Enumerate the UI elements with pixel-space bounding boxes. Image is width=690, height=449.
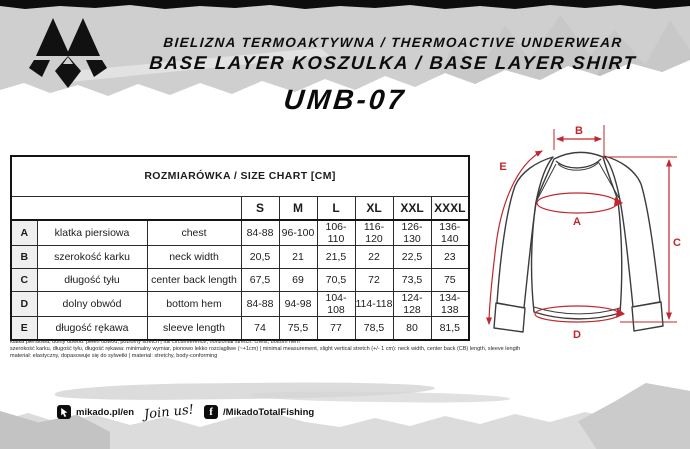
size-col-s: S (241, 196, 279, 220)
measure-label-b: B (575, 125, 583, 137)
facebook-icon: f (204, 405, 218, 419)
row-label-pl: długość rękawa (37, 317, 147, 340)
size-col-xxl: XXL (393, 196, 431, 220)
website-link[interactable] (57, 405, 134, 419)
cell-b-m: 21 (279, 246, 317, 269)
size-col-l: L (317, 196, 355, 220)
table-row-b (11, 246, 469, 269)
cell-e-xl: 78,5 (355, 317, 393, 340)
shirt-right-cuff (632, 302, 663, 331)
measure-label-a: A (573, 216, 581, 228)
website-label: mikado.pl/en (76, 406, 135, 418)
header-title-block (112, 35, 674, 74)
header-title-line2: BASE LAYER KOSZULKA / BASE LAYER SHIRT (148, 52, 638, 73)
shirt-body (532, 152, 622, 319)
cell-d-xxxl: 134-138 (431, 292, 469, 317)
size-chart-table (10, 155, 470, 341)
cell-b-s: 20,5 (241, 246, 279, 269)
footer (57, 403, 314, 421)
cell-e-xxxl: 81,5 (431, 317, 469, 340)
row-label-pl: klatka piersiowa (37, 220, 147, 246)
row-label-pl: szerokość karku (37, 246, 147, 269)
cell-c-s: 67,5 (241, 269, 279, 292)
facebook-label: /MikadoTotalFishing (223, 406, 315, 418)
size-col-m: M (279, 196, 317, 220)
cell-d-xxl: 124-128 (393, 292, 431, 317)
cell-a-xxl: 126-130 (393, 220, 431, 246)
chart-title-row (11, 156, 469, 196)
table-row-e (11, 317, 469, 340)
cell-d-s: 84-88 (241, 292, 279, 317)
size-col-xl: XL (355, 196, 393, 220)
cell-a-xxxl: 136-140 (431, 220, 469, 246)
cell-c-xxl: 73,5 (393, 269, 431, 292)
row-label-en: sleeve length (147, 317, 241, 340)
size-chart-corner-cell (11, 196, 241, 220)
cell-a-m: 96-100 (279, 220, 317, 246)
join-us-text[interactable]: Join us! (143, 401, 195, 423)
cell-d-m: 94-98 (279, 292, 317, 317)
model-number: UMB-07 (282, 84, 408, 115)
cell-d-xl: 114-118 (355, 292, 393, 317)
size-col-xxxl: XXXL (431, 196, 469, 220)
shirt-left-cuff (494, 303, 525, 332)
grunge-smear-2 (250, 390, 510, 404)
cell-a-s: 84-88 (241, 220, 279, 246)
size-header-row (11, 196, 469, 220)
cell-b-xxl: 22,5 (393, 246, 431, 269)
cell-c-m: 69 (279, 269, 317, 292)
cell-c-xl: 72 (355, 269, 393, 292)
footnote-line-1: klatka piersiowa, dolny obwód: pełen obwód, poziomy stretch | full circumference, horizontal stretch: chest, bottom hem (10, 339, 300, 345)
table-row-d (11, 292, 469, 317)
row-label-pl: długość tyłu (37, 269, 147, 292)
shirt-measurement-diagram (470, 110, 688, 348)
footnotes (10, 339, 682, 360)
row-letter: B (11, 246, 37, 269)
header-title-line1: BIELIZNA TERMOAKTYWNA / THERMOACTIVE UNDERWEAR (162, 35, 624, 50)
cell-e-xxl: 80 (393, 317, 431, 340)
row-letter: D (11, 292, 37, 317)
cell-c-l: 70,5 (317, 269, 355, 292)
cell-b-xxxl: 23 (431, 246, 469, 269)
cell-b-xl: 22 (355, 246, 393, 269)
row-label-en: center back length (147, 269, 241, 292)
table-row-c (11, 269, 469, 292)
facebook-link[interactable] (204, 405, 314, 419)
cursor-icon (57, 405, 71, 419)
cell-b-l: 21,5 (317, 246, 355, 269)
cell-e-l: 77 (317, 317, 355, 340)
chart-title: ROZMIARÓWKA / SIZE CHART [CM] (11, 156, 469, 196)
cell-a-xl: 116-120 (355, 220, 393, 246)
mikado-logo (26, 16, 110, 90)
cell-e-s: 74 (241, 317, 279, 340)
row-label-en: bottom hem (147, 292, 241, 317)
footnote-line-2: szerokość karku, długość tyłu, długość rękawa: minimalny wymiar, pionowo lekko rozciągliwe (~+1cm) | minimal measurement, slight vertical stretch (+/- 1 cm): neck width, center back (CB) length, sleeve length (10, 346, 521, 352)
measure-label-e: E (499, 161, 507, 173)
row-letter: A (11, 220, 37, 246)
cell-d-l: 104-108 (317, 292, 355, 317)
row-label-pl: dolny obwód (37, 292, 147, 317)
measure-label-c: C (673, 237, 681, 249)
row-label-en: neck width (147, 246, 241, 269)
cell-a-l: 106-110 (317, 220, 355, 246)
cell-e-m: 75,5 (279, 317, 317, 340)
size-chart (10, 155, 470, 341)
row-letter: E (11, 317, 37, 340)
row-label-en: chest (147, 220, 241, 246)
measure-label-d: D (573, 329, 581, 341)
cell-c-xxxl: 75 (431, 269, 469, 292)
row-letter: C (11, 269, 37, 292)
table-row-a (11, 220, 469, 246)
footnote-line-3: materiał: elastyczny, dopasowuje się do sylwetki | material: stretchy, body-conforming (10, 353, 218, 359)
top-grunge-bar (0, 0, 690, 14)
